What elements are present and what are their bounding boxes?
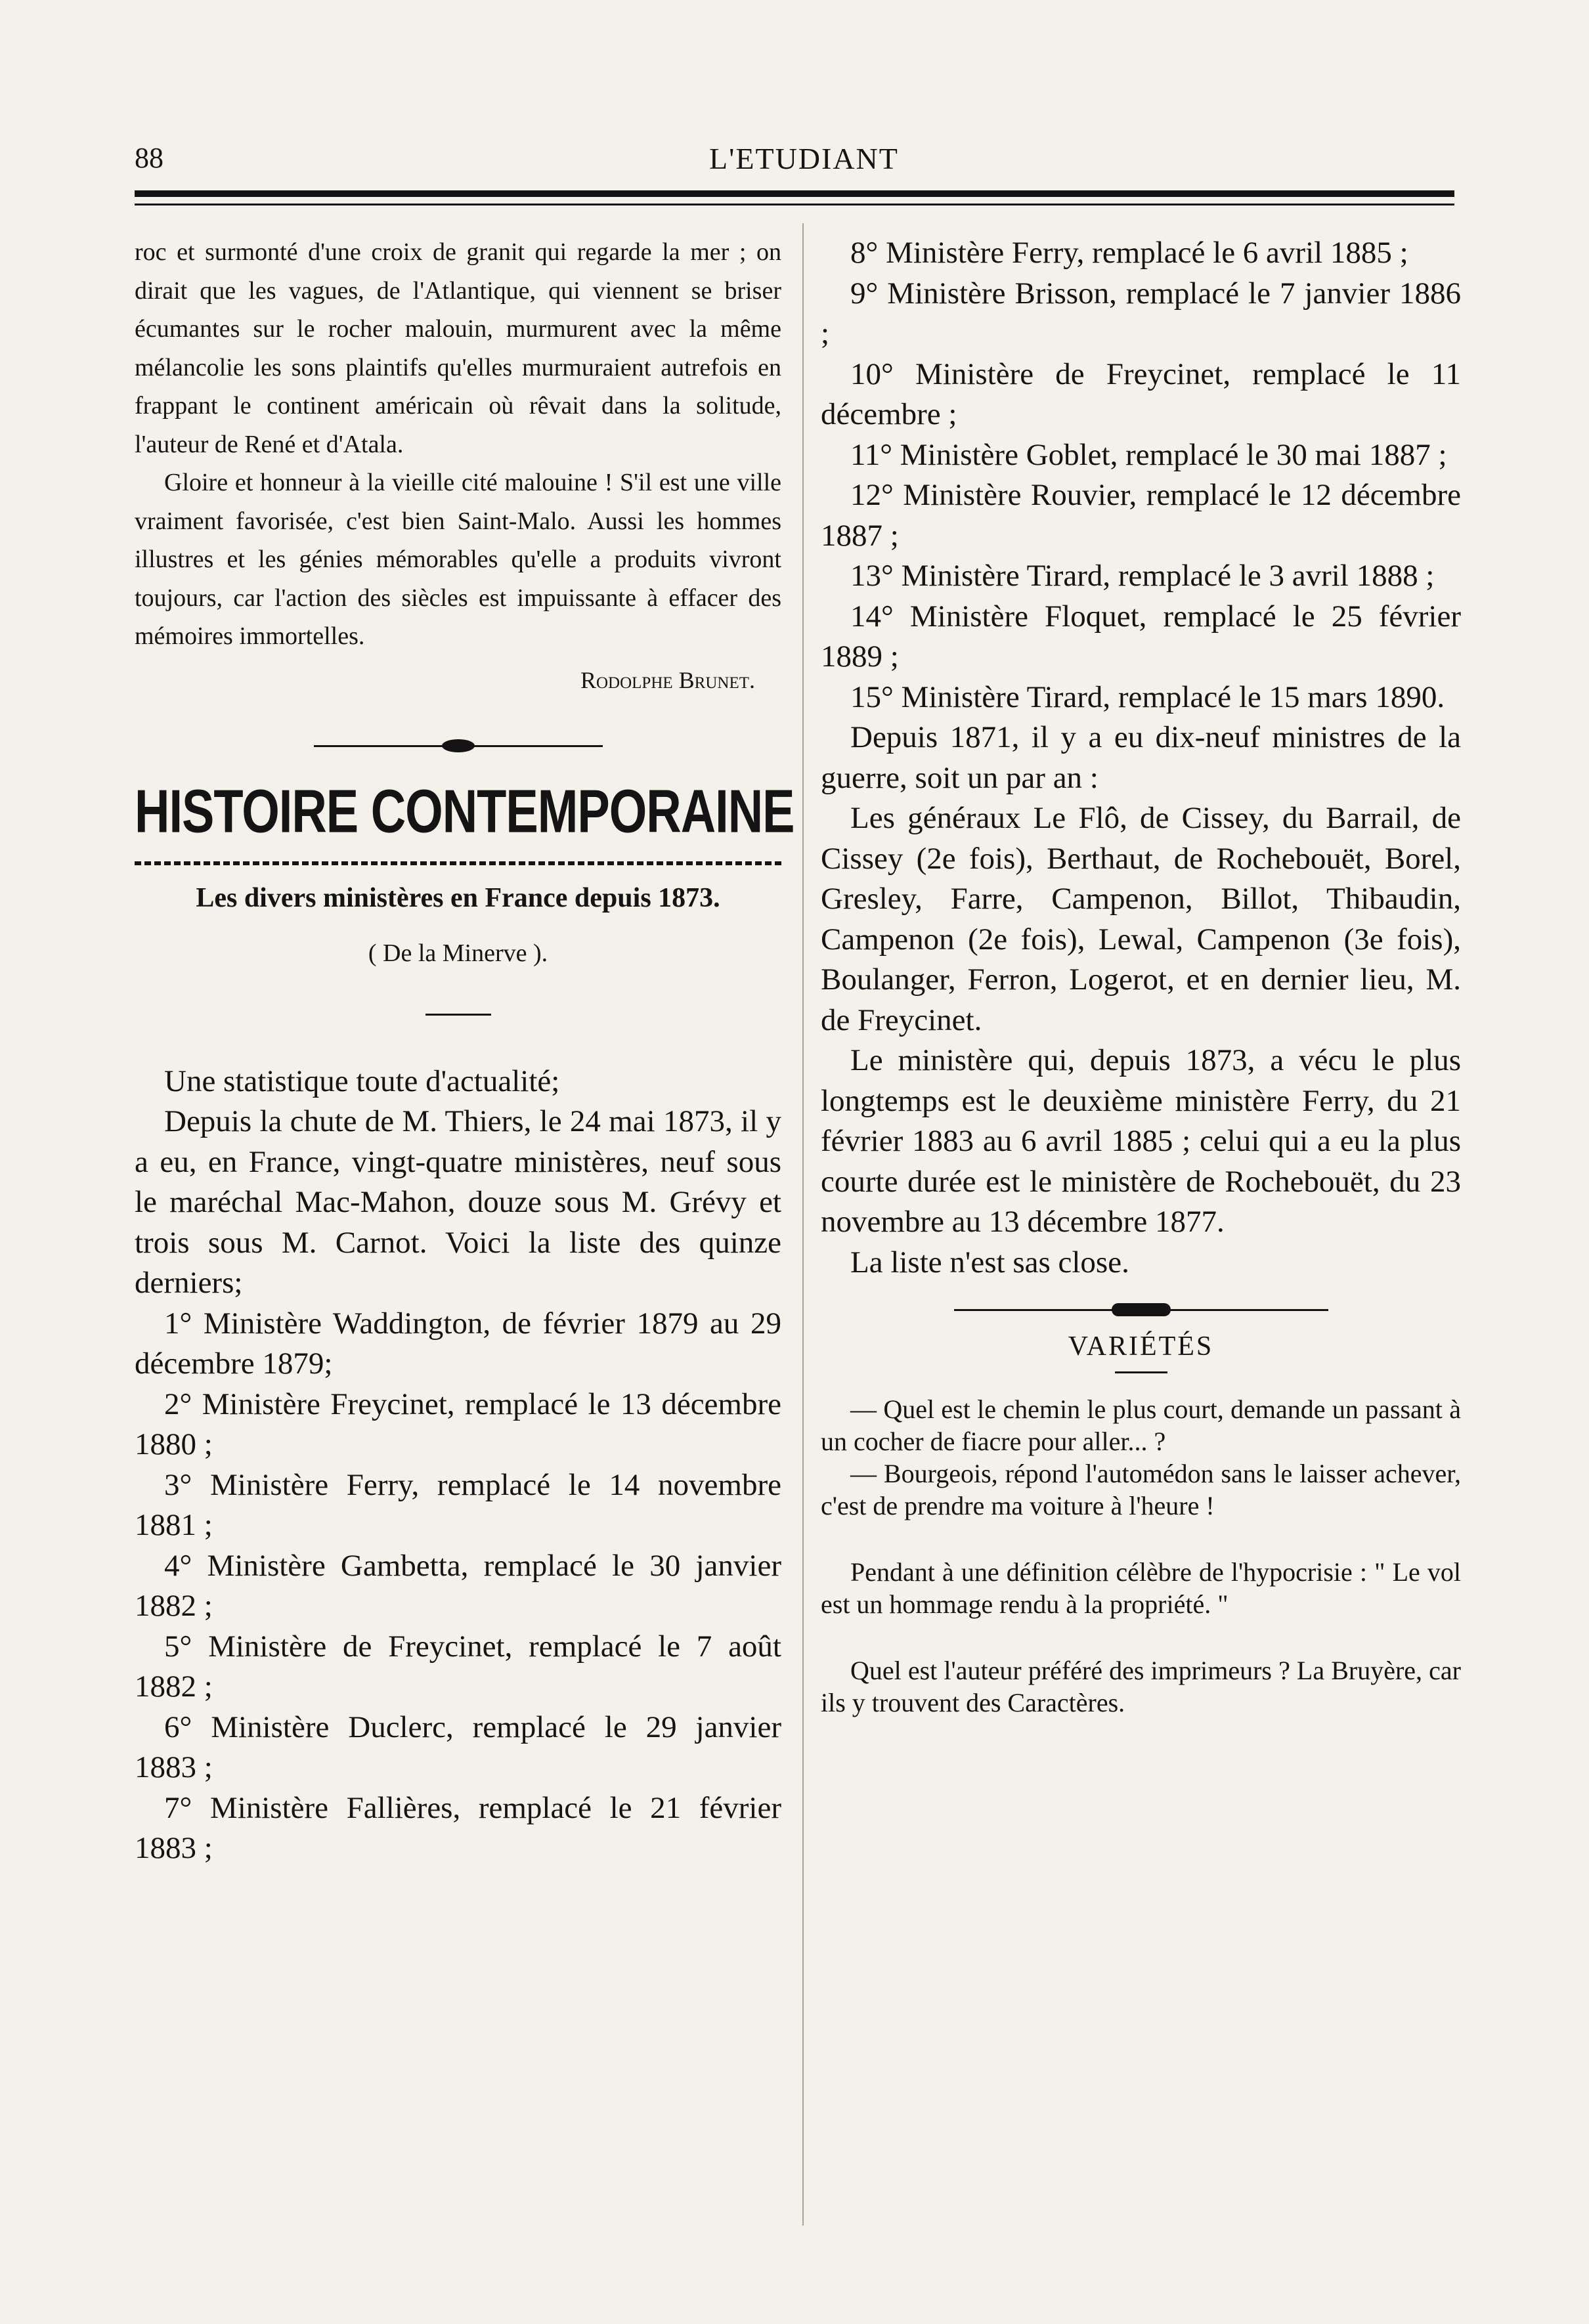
ornament-divider: [954, 1309, 1328, 1311]
header-rule: [135, 190, 1454, 197]
joke-paragraph: — Bourgeois, répond l'automédon sans le laisser achever, c'est de prendre ma voiture à l'heure !: [821, 1459, 1461, 1520]
joke-paragraph: Pendant à une définition célèbre de l'hypocrisie : " Le vol est un hommage rendu à la propriété. ": [821, 1557, 1461, 1619]
list-item: 3° Ministère Ferry, remplacé le 14 novembre 1881 ;: [135, 1467, 781, 1542]
varietes-divider: [1115, 1371, 1167, 1373]
short-divider: [425, 1014, 491, 1016]
header-rule-thin: [135, 204, 1454, 205]
war-ministers-intro: Depuis 1871, il y a eu dix-neuf ministres de la guerre, soit un par an :: [821, 720, 1461, 795]
wavy-divider: [135, 861, 781, 865]
list-item: 15° Ministère Tirard, remplacé le 15 mars 1890.: [850, 679, 1445, 714]
list-item: 1° Ministère Waddington, de février 1879 au 29 décembre 1879;: [135, 1306, 781, 1381]
list-item: 6° Ministère Duclerc, remplacé le 29 janvier 1883 ;: [135, 1710, 781, 1784]
list-item: 12° Ministère Rouvier, remplacé le 12 décembre 1887 ;: [821, 478, 1461, 553]
list-item: 8° Ministère Ferry, remplacé le 6 avril 1885 ;: [850, 236, 1408, 270]
list-item: 2° Ministère Freycinet, remplacé le 13 décembre 1880 ;: [135, 1387, 781, 1461]
list-item: 13° Ministère Tirard, remplacé le 3 avril 1888 ;: [850, 559, 1435, 593]
war-ministers-list: Les généraux Le Flô, de Cissey, du Barrail, de Cissey (2e fois), Berthaut, de Rochebouët, Borel, Gresley, Farre, Campenon, Billot, Thibaudin, Campenon (2e fois), Lewal, Campenon (3e fois), Boulanger, Ferron, Logerot, et en dernier lieu, M. de Freycinet.: [821, 801, 1461, 1037]
longest-shortest-paragraph: Le ministère qui, depuis 1873, a vécu le plus longtemps est le deuxième ministère Ferry, du 21 février 1883 au 6 avril 1885 ; celui qui a eu la plus courte durée est le ministère de Rochebouët, du 23 novembre au 13 décembre 1877.: [821, 1043, 1461, 1239]
running-title: L'ETUDIANT: [709, 142, 899, 175]
page-number: 88: [135, 142, 163, 174]
closing-paragraph: Gloire et honneur à la vieille cité malouine ! S'il est une ville vraiment favorisée, c'est bien Saint-Malo. Aussi les hommes illustres et les génies mémorables qu'elle a produits vivront toujours, car l'action des siècles est impuissante à effacer des mémoires immortelles.: [135, 469, 781, 650]
closing-line: La liste n'est sas close.: [850, 1245, 1129, 1280]
varietes-title: VARIÉTÉS: [1068, 1331, 1214, 1362]
list-item: 14° Ministère Floquet, remplacé le 25 février 1889 ;: [821, 599, 1461, 674]
list-item: 11° Ministère Goblet, remplacé le 30 mai 1887 ;: [850, 437, 1447, 472]
right-column: [821, 233, 1461, 1719]
intro-paragraph: Une statistique toute d'actualité;: [164, 1064, 560, 1098]
joke-paragraph: Quel est l'auteur préféré des imprimeurs ? La Bruyère, car ils y trouvent des Caractères.: [821, 1656, 1461, 1717]
ornament-divider: [314, 745, 603, 747]
list-item: 4° Ministère Gambetta, remplacé le 30 janvier 1882 ;: [135, 1548, 781, 1623]
opening-paragraph: roc et surmonté d'une croix de granit qui regarde la mer ; on dirait que les vagues, de l'Atlantique, qui viennent se briser écumantes sur le rocher malouin, murmurent avec la même mélancolie les sons plaintifs qu'elles murmuraient autrefois en frappant le continent américain où rêvait dans la solitude, l'auteur de René et d'Atala.: [135, 238, 781, 458]
article-source: ( De la Minerve ).: [368, 939, 548, 967]
list-item: 9° Ministère Brisson, remplacé le 7 janvier 1886 ;: [821, 276, 1461, 351]
list-item: 5° Ministère de Freycinet, remplacé le 7 août 1882 ;: [135, 1629, 781, 1704]
list-item: 10° Ministère de Freycinet, remplacé le 11 décembre ;: [821, 356, 1461, 431]
column-divider: [802, 223, 804, 2226]
list-item: 7° Ministère Fallières, remplacé le 21 février 1883 ;: [135, 1790, 781, 1865]
intro-paragraph: Depuis la chute de M. Thiers, le 24 mai 1873, il y a eu, en France, vingt-quatre ministères, neuf sous le maréchal Mac-Mahon, douze sous M. Grévy et trois sous M. Carnot. Voici la liste des quinze derniers;: [135, 1104, 781, 1300]
joke-paragraph: — Quel est le chemin le plus court, demande un passant à un cocher de fiacre pour aller... ?: [821, 1394, 1461, 1456]
signature: Rodolphe Brunet.: [580, 666, 755, 693]
article-title: Les divers ministères en France depuis 1873.: [196, 882, 720, 913]
section-title: HISTOIRE CONTEMPORAINE: [135, 777, 794, 845]
left-column: [135, 233, 794, 1869]
